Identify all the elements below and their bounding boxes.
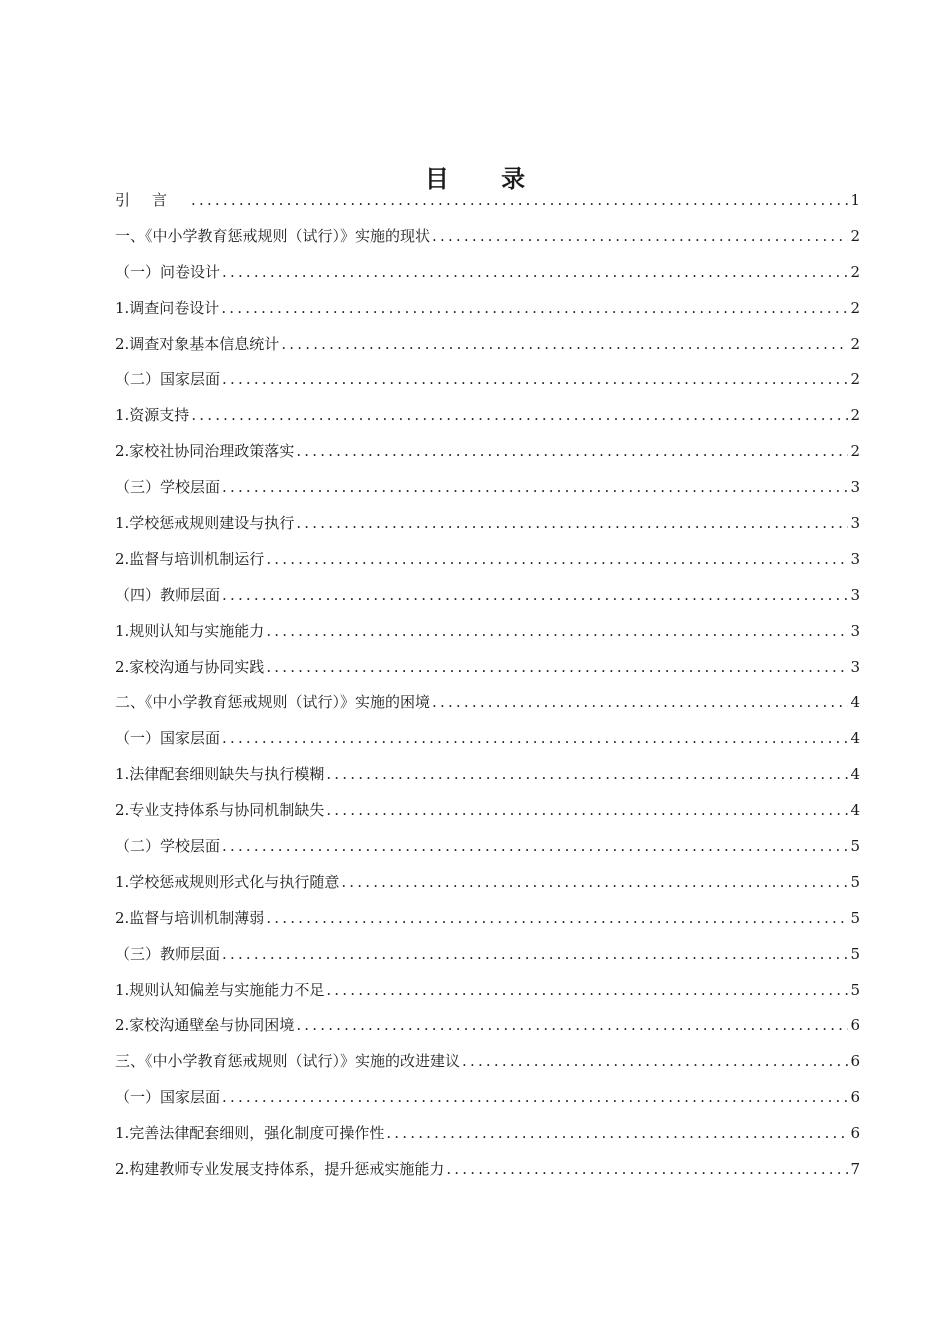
toc-dot-leader: [432, 219, 848, 255]
toc-page-number: 4: [850, 729, 860, 748]
toc-page-number: 4: [850, 693, 860, 712]
toc-page-number: 2: [850, 262, 860, 281]
toc-page-number: 6: [850, 1124, 860, 1143]
toc-entry[interactable]: [115, 685, 860, 721]
toc-page-number: 3: [850, 621, 860, 640]
toc-page-number: 5: [850, 837, 860, 856]
toc-dot-leader: [191, 398, 848, 434]
toc-entry-text: 1.法律配套细则缺失与执行模糊: [115, 765, 325, 784]
toc-entry[interactable]: [115, 721, 860, 757]
toc-entry[interactable]: [115, 398, 860, 434]
toc-dot-leader: [222, 937, 848, 973]
toc-page-number: 6: [850, 1088, 860, 1107]
toc-entry-text: 引言: [115, 191, 190, 209]
toc-entry-text: 2.监督与培训机制薄弱: [115, 908, 265, 927]
toc-dot-leader: [446, 1152, 848, 1188]
toc-entry-text: （三）教师层面: [115, 944, 221, 963]
toc-dot-leader: [266, 650, 848, 686]
toc-page-number: 2: [850, 334, 860, 353]
toc-entry[interactable]: [115, 829, 860, 865]
toc-page-number: 5: [850, 872, 860, 891]
toc-entry[interactable]: [115, 219, 860, 255]
toc-entry-text: 1.规则认知偏差与实施能力不足: [115, 980, 325, 999]
toc-dot-leader: [222, 255, 848, 291]
toc-page-number: 4: [850, 765, 860, 784]
toc-page-number: 3: [850, 657, 860, 676]
toc-entry-text: （二）学校层面: [115, 837, 221, 856]
toc-page-number: 3: [850, 514, 860, 533]
toc-dot-leader: [221, 291, 848, 327]
toc-dot-leader: [222, 829, 848, 865]
toc-page-number: 2: [850, 370, 860, 389]
toc-page-number: 1: [850, 191, 860, 209]
toc-dot-leader: [326, 793, 848, 829]
toc-entry-text: 1.学校惩戒规则形式化与执行随意: [115, 872, 340, 891]
toc-entry-text: （三）学校层面: [115, 478, 221, 497]
toc-entry-text: （一）国家层面: [115, 729, 221, 748]
toc-dot-leader: [326, 973, 848, 1009]
toc-entry-text: 1.学校惩戒规则建设与执行: [115, 514, 295, 533]
toc-dot-leader: [341, 865, 848, 901]
toc-dot-leader: [222, 721, 848, 757]
toc-dot-leader: [462, 1044, 848, 1080]
toc-page-number: 6: [850, 1052, 860, 1071]
toc-entry[interactable]: [115, 1080, 860, 1116]
toc-entry[interactable]: [115, 614, 860, 650]
toc-entry[interactable]: [115, 362, 860, 398]
toc-entry[interactable]: [115, 650, 860, 686]
toc-page-number: 5: [850, 908, 860, 927]
toc-dot-leader: [281, 327, 848, 363]
toc-dot-leader: [266, 542, 848, 578]
toc-entry[interactable]: [115, 865, 860, 901]
toc-entry[interactable]: [115, 973, 860, 1009]
toc-dot-leader: [296, 506, 848, 542]
toc-entry-text: 2.调查对象基本信息统计: [115, 334, 280, 353]
toc-entry-text: 二、《中小学教育惩戒规则（试行）》实施的困境: [115, 693, 431, 712]
toc-page-number: 3: [850, 549, 860, 568]
toc-entry-text: 1.资源支持: [115, 406, 190, 425]
toc-dot-leader: [222, 1080, 848, 1116]
toc-entry-text: （四）教师层面: [115, 585, 221, 604]
toc-dot-leader: [326, 757, 848, 793]
toc-page-number: 2: [850, 442, 860, 461]
toc-entry-text: （一）国家层面: [115, 1088, 221, 1107]
toc-entry[interactable]: [115, 937, 860, 973]
toc-page-number: 4: [850, 801, 860, 820]
toc-entry-text: （二）国家层面: [115, 370, 221, 389]
toc-page-number: 2: [850, 406, 860, 425]
toc-dot-leader: [266, 614, 848, 650]
toc-entry[interactable]: [115, 578, 860, 614]
toc-page-number: 3: [850, 478, 860, 497]
toc-entry[interactable]: [115, 506, 860, 542]
toc-page-number: 5: [850, 944, 860, 963]
toc-dot-leader: [296, 1008, 848, 1044]
toc-entry[interactable]: [115, 183, 860, 219]
toc-entry-text: 三、《中小学教育惩戒规则（试行）》实施的改进建议: [115, 1052, 461, 1071]
toc-entry-text: 2.监督与培训机制运行: [115, 549, 265, 568]
toc-entry[interactable]: [115, 901, 860, 937]
toc-entry-text: （一）问卷设计: [115, 262, 221, 281]
toc-entry-text: 一、《中小学教育惩戒规则（试行）》实施的现状: [115, 226, 431, 245]
toc-dot-leader: [432, 685, 848, 721]
toc-dot-leader: [191, 183, 848, 219]
toc-page-number: 7: [850, 1160, 860, 1179]
toc-entry[interactable]: [115, 291, 860, 327]
toc-entry-text: 2.家校沟通壁垒与协同困境: [115, 1016, 295, 1035]
toc-dot-leader: [222, 362, 848, 398]
toc-entry-text: 1.调查问卷设计: [115, 298, 220, 317]
toc-page-number: 2: [850, 226, 860, 245]
toc-dot-leader: [296, 434, 848, 470]
toc-entry[interactable]: [115, 1044, 860, 1080]
toc-page-number: 5: [850, 980, 860, 999]
toc-entry-text: 1.规则认知与实施能力: [115, 621, 265, 640]
toc-entry[interactable]: [115, 542, 860, 578]
toc-page-number: 2: [850, 298, 860, 317]
toc-entry[interactable]: [115, 1116, 860, 1152]
toc-dot-leader: [266, 901, 848, 937]
toc-dot-leader: [386, 1116, 848, 1152]
toc-entry[interactable]: [115, 1152, 860, 1188]
toc-dot-leader: [222, 470, 848, 506]
toc-entry[interactable]: [115, 757, 860, 793]
toc-title: 目 录: [424, 165, 548, 194]
toc-entry[interactable]: [115, 1008, 860, 1044]
table-of-contents: [115, 183, 860, 1188]
toc-entry-text: 1.完善法律配套细则，强化制度可操作性: [115, 1124, 385, 1143]
toc-entry-text: 2.家校沟通与协同实践: [115, 657, 265, 676]
toc-entry[interactable]: [115, 793, 860, 829]
toc-entry-text: 2.构建教师专业发展支持体系，提升惩戒实施能力: [115, 1160, 445, 1179]
toc-entry-text: 2.家校社协同治理政策落实: [115, 442, 295, 461]
toc-entry-text: 2.专业支持体系与协同机制缺失: [115, 801, 325, 820]
toc-entry[interactable]: [115, 434, 860, 470]
toc-entry[interactable]: [115, 470, 860, 506]
toc-page-number: 6: [850, 1016, 860, 1035]
toc-page-number: 3: [850, 585, 860, 604]
toc-entry[interactable]: [115, 255, 860, 291]
toc-entry[interactable]: [115, 327, 860, 363]
toc-dot-leader: [222, 578, 848, 614]
